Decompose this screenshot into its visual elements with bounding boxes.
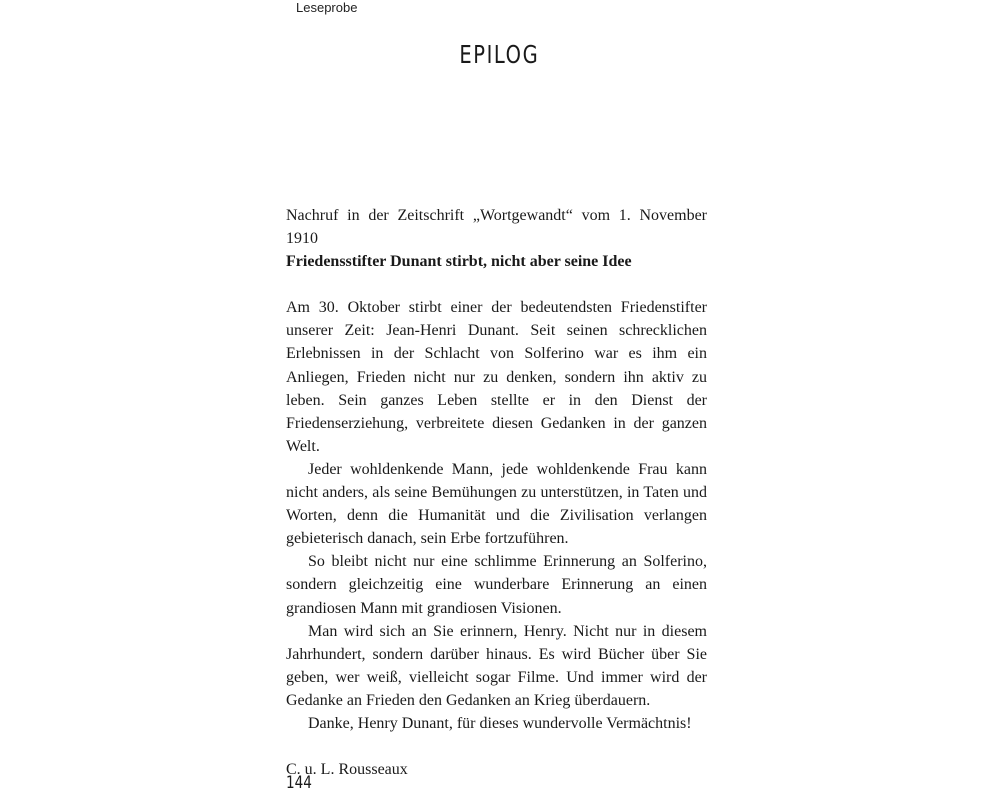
paragraph-5: Danke, Henry Dunant, für dieses wundervolle Vermächtnis!: [308, 714, 692, 732]
chapter-title: EPILOG: [459, 40, 540, 69]
paragraph-1: Am 30. Oktober stirbt einer der bedeutendsten Friedenstifter unserer Zeit: Jean-Henri Dunant. Seit seinen schrecklichen Erlebnissen in der Schlacht von Solferino war es ihm ein Anliegen, Frieden nicht nur zu denken, sondern ihn aktiv zu leben. Sein ganzes Leben stellte er in den Dienst der Friedenserziehung, verbreitete diesen Gedanken in der ganzen Welt.: [286, 299, 707, 455]
source-line: Nachruf in der Zeitschrift „Wortgewandt“ vom 1. November 1910: [286, 207, 707, 248]
paragraph-3: So bleibt nicht nur eine schlimme Erinnerung an Solferino, sondern gleichzeitig eine wunderbare Erinnerung an einen grandiosen Mann mit grandiosen Visionen.: [286, 553, 707, 617]
paragraph-4: Man wird sich an Sie erinnern, Henry. Nicht nur in diesem Jahrhundert, sondern darüber hinaus. Es wird Bücher über Sie geben, wer weiß, vielleicht sogar Filme. Und immer wird der Gedanke an Frieden den Gedanken an Krieg überdauern.: [286, 622, 707, 709]
obituary-text: [286, 204, 707, 781]
article-headline: Friedensstifter Dunant stirbt, nicht aber seine Idee: [286, 253, 632, 271]
spacer: [286, 735, 707, 758]
leseprobe-label: Leseprobe: [296, 0, 358, 15]
signature: C. u. L. Rousseaux: [286, 761, 408, 779]
paragraph-2: Jeder wohldenkende Mann, jede wohldenkende Frau kann nicht anders, als seine Bemühungen zu unterstützen, in Taten und Worten, denn die Humanität und die Zivilisation verlangen gebieterisch danach, sein Erbe fortzuführen.: [286, 460, 707, 548]
spacer: [286, 273, 707, 296]
page-number: 144: [286, 773, 312, 793]
